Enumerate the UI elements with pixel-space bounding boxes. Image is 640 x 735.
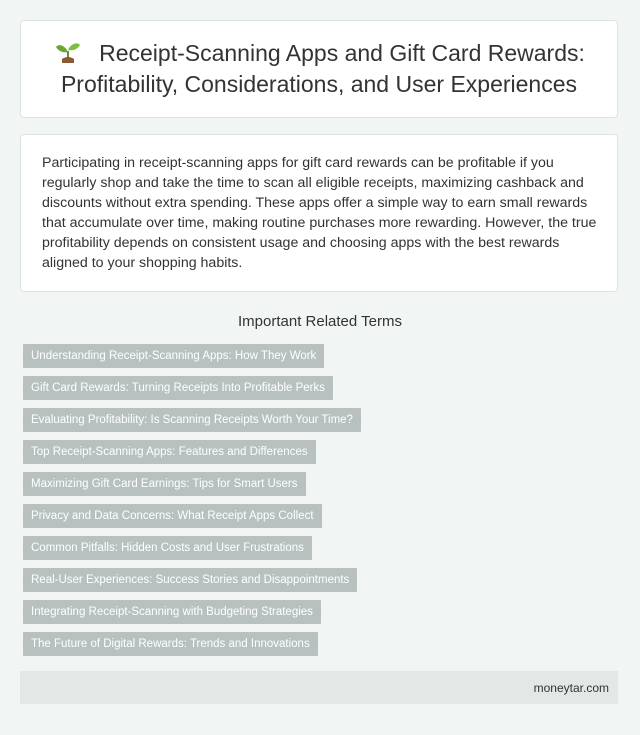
- page-title: Receipt-Scanning Apps and Gift Card Rewards: Profitability, Considerations, and User Experiences: [60, 40, 585, 97]
- term-link[interactable]: Evaluating Profitability: Is Scanning Receipts Worth Your Time?: [23, 408, 361, 432]
- sprout-icon: [53, 40, 83, 64]
- term-link[interactable]: Privacy and Data Concerns: What Receipt Apps Collect: [23, 504, 322, 528]
- term-link[interactable]: Common Pitfalls: Hidden Costs and User Frustrations: [23, 536, 312, 560]
- related-terms-list: [23, 344, 361, 664]
- related-terms-heading: Important Related Terms: [238, 313, 402, 330]
- page-title-container: [39, 38, 599, 100]
- intro-card: [20, 134, 618, 292]
- term-link[interactable]: Real-User Experiences: Success Stories and Disappointments: [23, 568, 357, 592]
- term-link[interactable]: Understanding Receipt-Scanning Apps: How They Work: [23, 344, 324, 368]
- footer: [20, 671, 618, 704]
- term-link[interactable]: Gift Card Rewards: Turning Receipts Into Profitable Perks: [23, 376, 333, 400]
- term-link[interactable]: Maximizing Gift Card Earnings: Tips for Smart Users: [23, 472, 306, 496]
- term-link[interactable]: Top Receipt-Scanning Apps: Features and Differences: [23, 440, 316, 464]
- term-link[interactable]: The Future of Digital Rewards: Trends and Innovations: [23, 632, 318, 656]
- site-name[interactable]: moneytar.com: [533, 680, 609, 695]
- title-card: [20, 20, 618, 118]
- intro-paragraph: Participating in receipt-scanning apps for gift card rewards can be profitable if you regularly shop and take the time to scan all eligible receipts, maximizing cashback and discounts without extra spending. These apps offer a simple way to earn small rewards that accumulate over time, making routine purchases more rewarding. However, the true profitability depends on consistent usage and choosing apps with the best rewards aligned to your shopping habits.: [42, 155, 597, 271]
- term-link[interactable]: Integrating Receipt-Scanning with Budgeting Strategies: [23, 600, 321, 624]
